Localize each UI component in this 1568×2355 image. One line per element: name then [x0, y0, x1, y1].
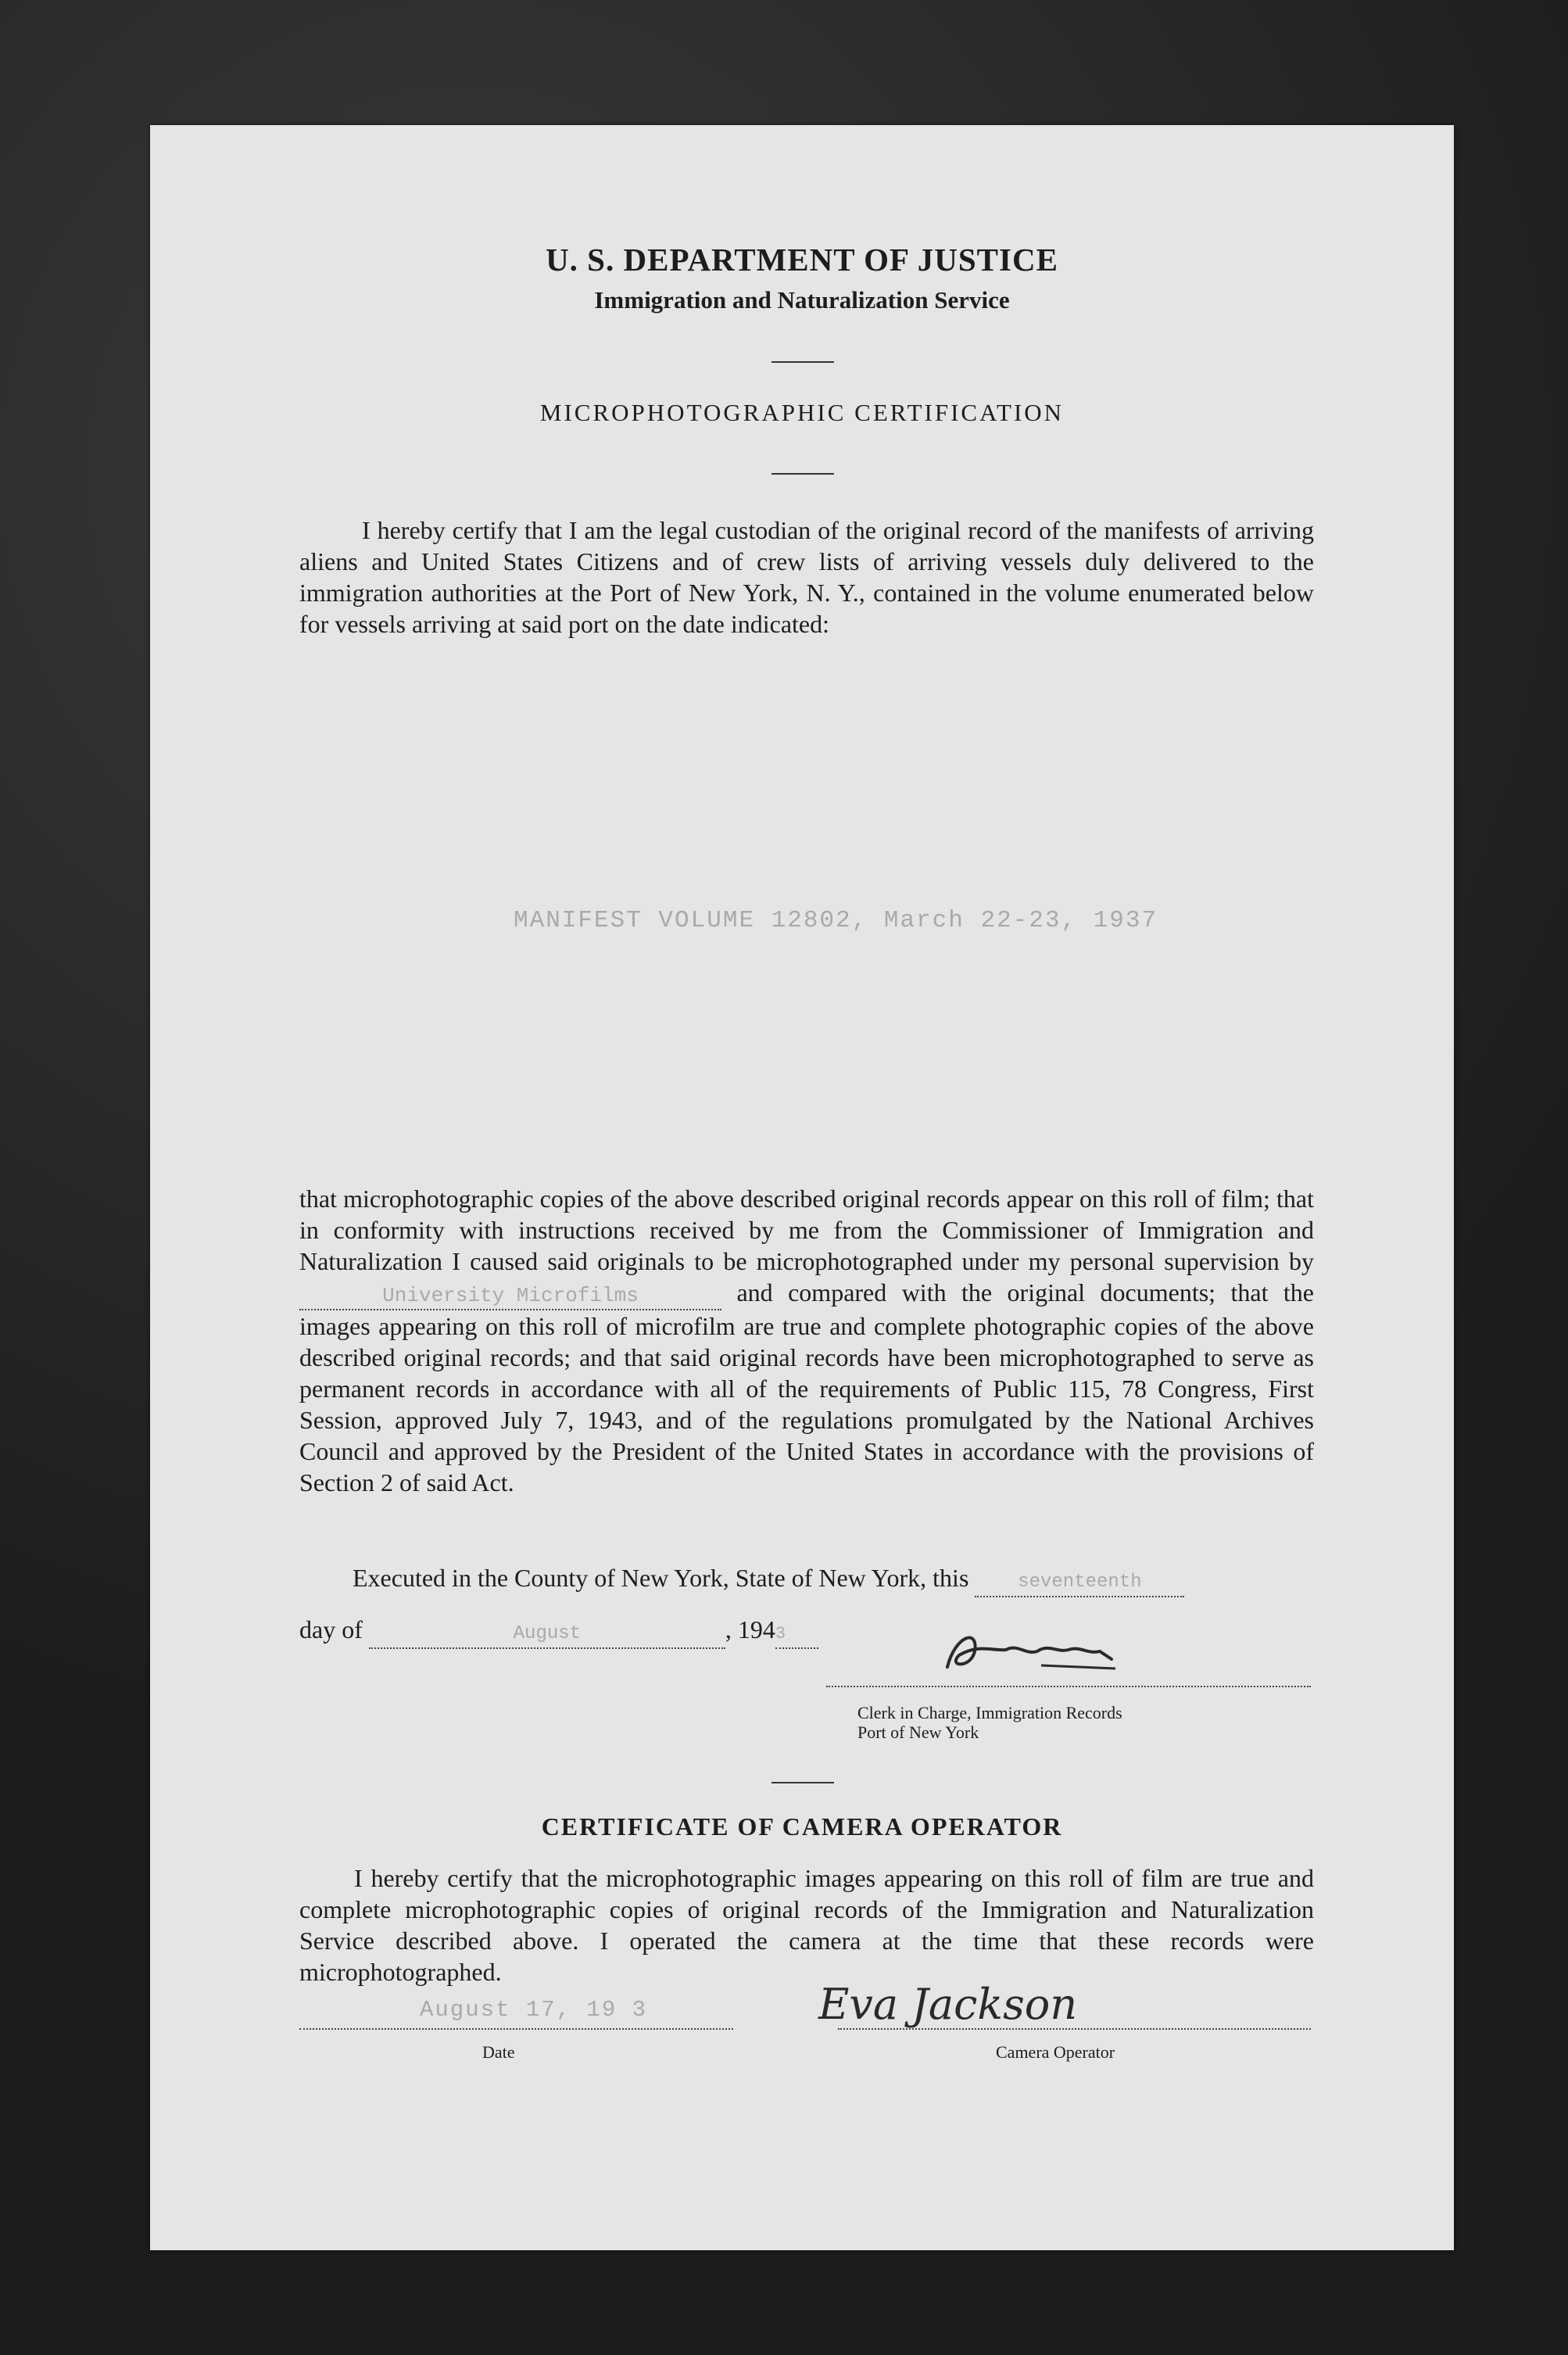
service-subheading: Immigration and Naturalization Service — [594, 286, 1010, 314]
year-prefix: , 194 — [725, 1615, 775, 1643]
date-line-field — [299, 2028, 733, 2030]
divider — [771, 361, 834, 363]
date-line — [299, 1614, 818, 1649]
divider — [771, 473, 834, 475]
agency-heading: U. S. DEPARTMENT OF JUSTICE — [546, 242, 1058, 278]
clerk-signature-line — [826, 1686, 1311, 1687]
body-paragraph — [299, 1183, 1314, 1498]
body-text-part2: and compared with the original documents; that the images appearing on this roll of microfilm are true and complete photographic copies of the above described original records; and that said original records have been microphotographed to serve as permanent records in accordance with all of the requirements of Public 115, 78 Congress, First Session, approved July 7, 1943, and of the regulations promulgated by the National Archives Council and approved by the President of the United States in accordance with the provisions of Section 2 of said Act. — [299, 1278, 1315, 1497]
clerk-title-line1: Clerk in Charge, Immigration Records — [857, 1703, 1122, 1722]
clerk-signature — [932, 1620, 1119, 1683]
executed-text: Executed in the County of New York, State of New York, this — [353, 1564, 969, 1592]
month-field: August — [369, 1621, 725, 1649]
intro-paragraph: I hereby certify that I am the legal custodian of the original record of the manifests of arriving aliens and United States Citizens and of crew lists of arriving vessels duly delivered to the immigration authorities at the Port of New York, N. Y., contained in the volume enumerated below for vessels arriving at said port on the date indicated: — [299, 516, 1314, 638]
day-of-label: day of — [299, 1615, 363, 1643]
supervisor-field: University Microfilms — [299, 1282, 721, 1310]
body-text-part1: that microphotographic copies of the above described original records appear on this roll of film; that in conformity with instructions received by me from the Commissioner of Immigration and Naturalization I caused said originals to be microphotographed under my personal supervision by — [299, 1185, 1314, 1275]
operator-signature-line — [838, 2028, 1311, 2030]
divider — [771, 1782, 834, 1783]
clerk-title-line2: Port of New York — [857, 1722, 979, 1742]
certification-title: MICROPHOTOGRAPHIC CERTIFICATION — [539, 399, 1065, 426]
camera-operator-paragraph: I hereby certify that the microphotographic images appearing on this roll of film are true and complete microphotographic copies of original records of the Immigration and Naturalization Service described above. I operated the camera at the time that these records were microphotographed. — [299, 1864, 1314, 1986]
manifest-volume: MANIFEST VOLUME 12802, March 22-23, 1937 — [514, 907, 1158, 934]
certificate-page — [150, 125, 1454, 2250]
camera-operator-title: CERTIFICATE OF CAMERA OPERATOR — [541, 1812, 1063, 1841]
date-label: Date — [482, 2042, 515, 2062]
executed-line — [353, 1562, 1314, 1597]
camera-date-value: August 17, 19 3 — [420, 1997, 648, 2023]
year-suffix: 3 — [775, 1621, 818, 1649]
operator-signature: Eva Jackson — [818, 1980, 1078, 2029]
executed-day-field: seventeenth — [975, 1569, 1184, 1597]
operator-label: Camera Operator — [996, 2042, 1115, 2062]
